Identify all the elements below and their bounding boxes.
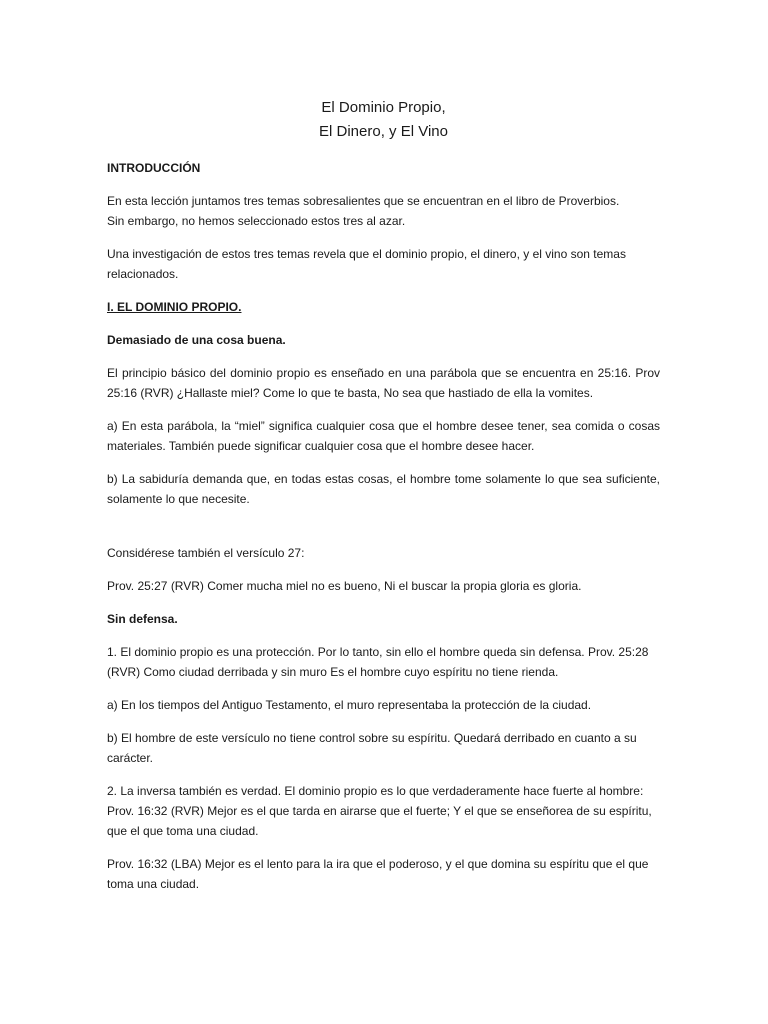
- paragraph-principio: El principio básico del dominio propio es enseñado en una parábola que se encuentra en 25:16. Prov 25:16 (RVR) ¿Hallaste miel? Come lo que te basta, No sea que hastiado de ella la vomites.: [107, 366, 660, 400]
- document-title: [107, 96, 660, 144]
- paragraph-1-proteccion: 1. El dominio propio es una protección. Por lo tanto, sin ello el hombre queda sin defensa. Prov. 25:28 (RVR) Como ciudad derribada y sin muro Es el hombre cuyo espíritu no tiene rienda.: [107, 645, 649, 679]
- intro-paragraph-1-line-2: Sin embargo, no hemos seleccionado estos tres al azar.: [107, 214, 406, 228]
- paragraph-2-inversa: 2. La inversa también es verdad. El dominio propio es lo que verdaderamente hace fuerte al hombre: Prov. 16:32 (RVR) Mejor es el que tarda en airarse que el fuerte; Y el que se enseñorea de su espíritu, que el que toma una ciudad.: [107, 784, 652, 838]
- subheading-demasiado: Demasiado de una cosa buena.: [107, 333, 286, 347]
- paragraph-a-miel: a) En esta parábola, la “miel” significa cualquier cosa que el hombre desee tener, sea comida o cosas materiales. También puede significar cualquier cosa que el hombre desee hacer.: [107, 419, 660, 453]
- subheading-sin-defensa: Sin defensa.: [107, 612, 178, 626]
- intro-paragraph-1-line-1: En esta lección juntamos tres temas sobresalientes que se encuentran en el libro de Proverbios.: [107, 194, 620, 208]
- intro-heading: INTRODUCCIÓN: [107, 161, 201, 175]
- paragraph-a-muro: a) En los tiempos del Antiguo Testamento, el muro representaba la protección de la ciudad.: [107, 698, 592, 712]
- intro-paragraph-1: [107, 191, 660, 231]
- paragraph-considerese: Considérese también el versículo 27:: [107, 546, 305, 560]
- title-line-1: El Dominio Propio,: [321, 99, 446, 116]
- paragraph-prov-16-32-lba: Prov. 16:32 (LBA) Mejor es el lento para la ira que el poderoso, y el que domina su espíritu que el que toma una ciudad.: [107, 857, 649, 891]
- document-page: [107, 96, 660, 907]
- paragraph-prov-25-27: Prov. 25:27 (RVR) Comer mucha miel no es bueno, Ni el buscar la propia gloria es gloria.: [107, 579, 582, 593]
- title-line-2: El Dinero, y El Vino: [319, 123, 448, 140]
- paragraph-b-espiritu: b) El hombre de este versículo no tiene control sobre su espíritu. Quedará derribado en cuanto a su carácter.: [107, 731, 637, 765]
- section-heading-dominio-propio: I. EL DOMINIO PROPIO.: [107, 300, 242, 314]
- paragraph-b-sabiduria: b) La sabiduría demanda que, en todas estas cosas, el hombre tome solamente lo que sea suficiente, solamente lo que necesite.: [107, 472, 660, 506]
- intro-paragraph-2: Una investigación de estos tres temas revela que el dominio propio, el dinero, y el vino son temas relacionados.: [107, 247, 626, 281]
